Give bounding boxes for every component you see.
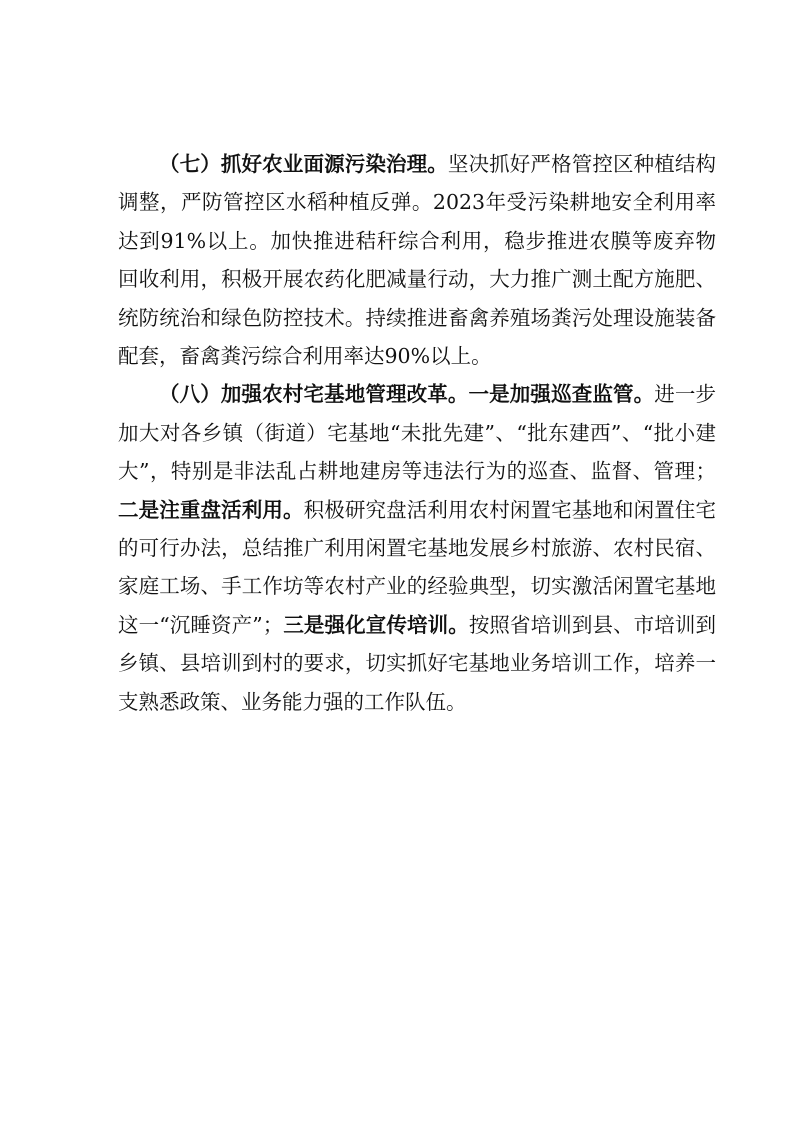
paragraph-text: 坚决抓好严格管控区种植结构调整，严防管控区水稻种植反弹。2023年受污染耕地安全利用率达到91%以上。加快推进秸秆综合利用，稳步推进农膜等废弃物回收利用，积极开展农药化肥减量行动，大力推广测土配方施肥、统防统治和绿色防控技术。持续推进畜禽养殖场粪污处理设施装备配套，畜禽粪污综合利用率达90%以上。 bbox=[118, 152, 717, 369]
paragraph-text: 积极研究盘活利用农村闲置宅基地和闲置住宅的可行办法，总结推广利用闲置宅基地发展乡村旅游、农村民宿、家庭工场、手工作坊等农村产业的经验典型，切实激活闲置宅基地这一“沉睡资产”； bbox=[118, 497, 716, 637]
point-three-heading: 三是强化宣传培训。 bbox=[283, 612, 469, 637]
document-body bbox=[118, 145, 716, 721]
paragraph-eight bbox=[118, 375, 716, 721]
point-two-heading: 二是注重盘活利用。 bbox=[118, 497, 304, 522]
section-heading-eight: （八）加强农村宅基地管理改革。 bbox=[159, 382, 469, 407]
paragraph-text: 进一步加大对各乡镇（街道）宅基地“未批先建”、“批东建西”、“批小建大”，特别是非法乱占耕地建房等违法行为的巡查、监督、管理； bbox=[118, 382, 717, 484]
point-one-heading: 一是加强巡查监管。 bbox=[468, 382, 655, 407]
paragraph-text: 按照省培训到县、市培训到乡镇、县培训到村的要求，切实抓好宅基地业务培训工作，培养一支熟悉政策、业务能力强的工作队伍。 bbox=[118, 612, 717, 714]
section-heading-seven: （七）抓好农业面源污染治理。 bbox=[159, 152, 448, 176]
paragraph-seven bbox=[118, 145, 716, 375]
